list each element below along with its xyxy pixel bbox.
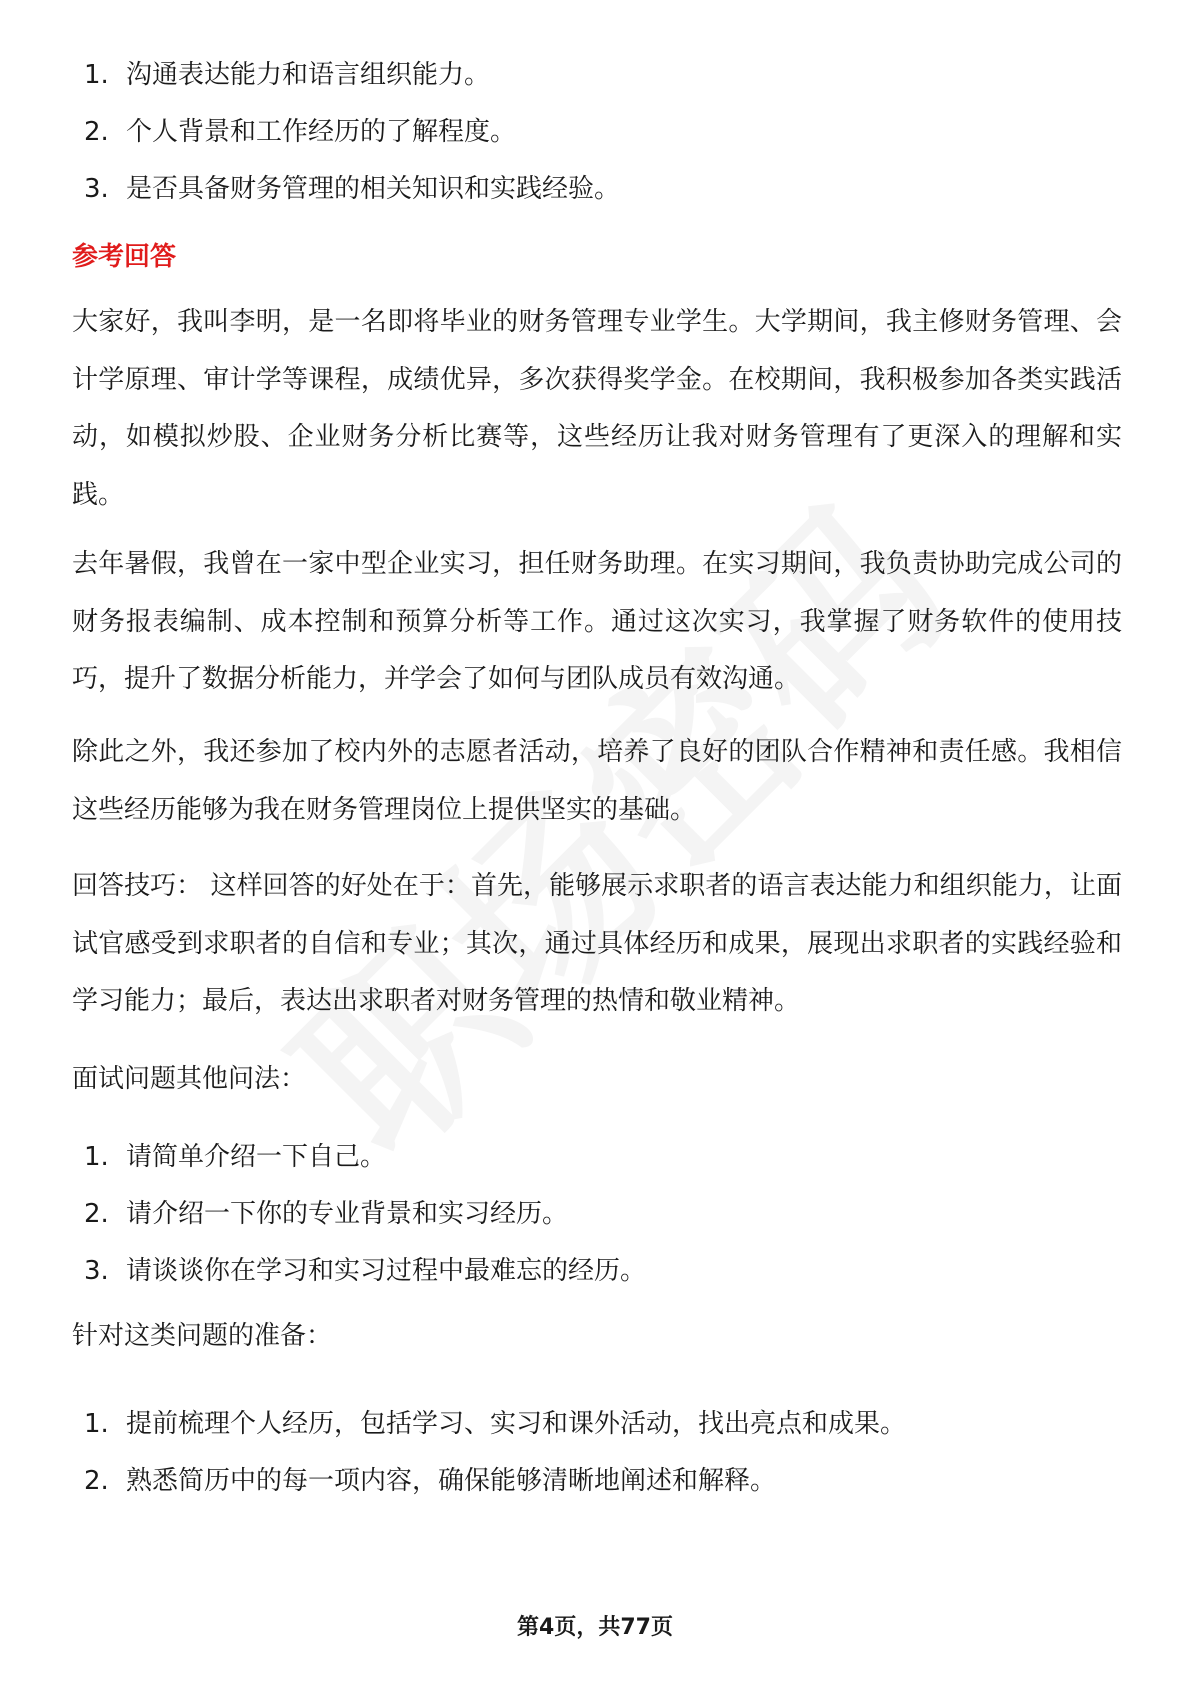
- list-item: 1. 请简单介绍一下自己。: [84, 1142, 387, 1172]
- page-number: 第4页，共77页: [517, 1615, 673, 1640]
- preparation-label: 针对这类问题的准备：: [72, 1321, 333, 1351]
- list-item: 3. 请谈谈你在学习和实习过程中最难忘的经历。: [84, 1256, 647, 1286]
- answer-tips-paragraph: 回答技巧： 这样回答的好处在于：首先，能够展示求职者的语言表达能力和组织能力，让面试官感受到求职者的自信和专业；其次，通过具体经历和成果，展现出求职者的实践经验和学习能力；最后，表达出求职者对财务管理的热情和敬业精神。: [72, 871, 1122, 1016]
- list-item: 2. 请介绍一下你的专业背景和实习经历。: [84, 1199, 569, 1229]
- list-item: 2. 个人背景和工作经历的了解程度。: [84, 117, 517, 147]
- list-item: 3. 是否具备财务管理的相关知识和实践经验。: [84, 174, 621, 204]
- other-questions-list: [84, 1129, 646, 1300]
- list-item: 2. 熟悉简历中的每一项内容，确保能够清晰地阐述和解释。: [84, 1466, 777, 1496]
- list-item: 1. 提前梳理个人经历，包括学习、实习和课外活动，找出亮点和成果。: [84, 1409, 907, 1439]
- assessment-list: [84, 47, 620, 218]
- answer-paragraph-2: 去年暑假，我曾在一家中型企业实习，担任财务助理。在实习期间，我负责协助完成公司的财务报表编制、成本控制和预算分析等工作。通过这次实习，我掌握了财务软件的使用技巧，提升了数据分析能力，并学会了如何与团队成员有效沟通。: [72, 549, 1122, 694]
- answer-paragraph-3: 除此之外，我还参加了校内外的志愿者活动，培养了良好的团队合作精神和责任感。我相信这些经历能够为我在财务管理岗位上提供坚实的基础。: [72, 737, 1122, 825]
- answer-paragraph-1: 大家好，我叫李明，是一名即将毕业的财务管理专业学生。大学期间，我主修财务管理、会计学原理、审计学等课程，成绩优异，多次获得奖学金。在校期间，我积极参加各类实践活动，如模拟炒股、企业财务分析比赛等，这些经历让我对财务管理有了更深入的理解和实践。: [72, 307, 1122, 510]
- section-heading: 参考回答: [72, 242, 177, 272]
- preparation-list: [84, 1396, 906, 1510]
- list-item: 1. 沟通表达能力和语言组织能力。: [84, 60, 491, 90]
- other-questions-label: 面试问题其他问法：: [72, 1064, 307, 1094]
